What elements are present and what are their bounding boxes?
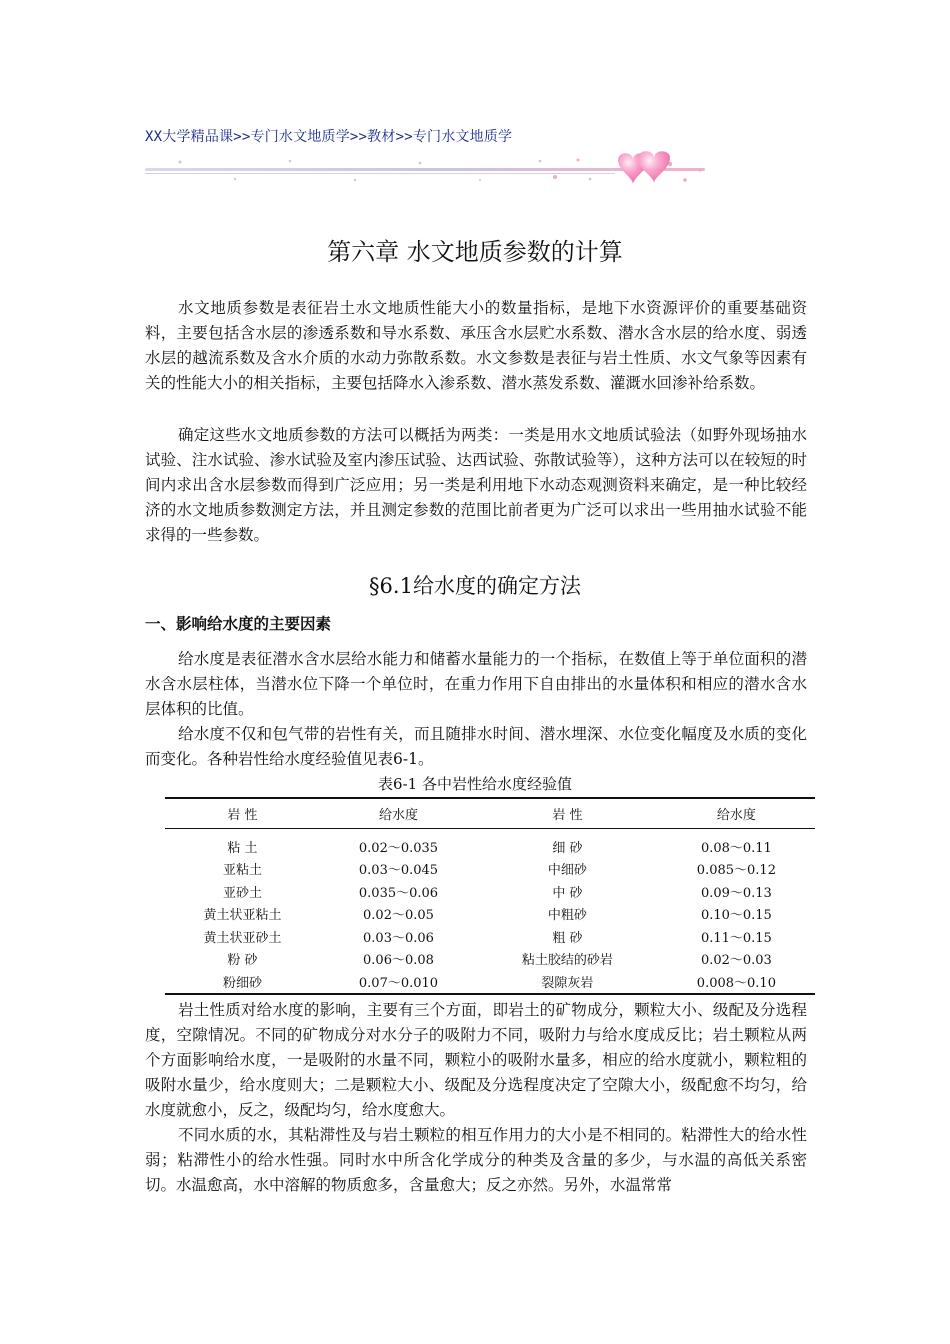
table-cell: 中细砂 (547, 863, 587, 879)
section-title: §6.1给水度的确定方法 (369, 574, 581, 598)
table-cell: 黄土状亚粘土 (203, 908, 282, 924)
table-cell: 粉细砂 (165, 970, 320, 994)
chapter-title: 第六章 水文地质参数的计算 (327, 238, 623, 266)
table-cell: 细 砂 (552, 840, 583, 856)
intro-paragraph-1: 水文地质参数是表征岩土水文地质性能大小的数量指标，是地下水资源评价的重要基础资料，主要包括含水层的渗透系数和导水系数、承压含水层贮水系数、潜水含水层的给水度、弱透水层的越流系数及含水介质的水动力弥散系数。水文参数是表征与岩土性质、水文气象等因素有关的性能大小的相关指标，主要包括降水入渗系数、潜水蒸发系数、灌溉水回渗补给系数。 (145, 299, 807, 392)
after-paragraph-1: 岩土性质对给水度的影响，主要有三个方面，即岩土的矿物成分，颗粒大小、级配及分选程度，空隙情况。不同的矿物成分对水分子的吸附力不同，吸附力与给水度成反比；岩土颗粒从两个方面影响给水度，一是吸附的水量不同，颗粒小的吸附水量多，相应的给水度就小，颗粒粗的吸附水量少，给水度则大；二是颗粒大小、级配及分选程度决定了空隙大小，级配愈不均匀，给水度就愈小，反之，级配均匀，给水度愈大。 (145, 1001, 807, 1119)
table-cell: 0.09～0.13 (700, 885, 772, 901)
table-cell: 0.10～0.15 (700, 908, 772, 924)
table-cell: 亚粘土 (222, 863, 262, 879)
subsection-title: 一、影响给水度的主要因素 (145, 615, 332, 633)
header-specific-yield-1: 给水度 (320, 798, 477, 829)
table-cell: 0.03～0.06 (363, 930, 434, 946)
table-cell: 0.07～0.010 (320, 970, 477, 994)
table-cell: 0.11～0.15 (700, 930, 772, 946)
intro-paragraph-2: 确定这些水文地质参数的方法可以概括为两类：一类是用水文地质试验法（如野外现场抽水试验、注水试验、渗水试验及室内渗压试验、达西试验、弥散试验等），这种方法可以在较短的时间内求出含水层参数而得到广泛应用；另一类是利用地下水动态观测资料来确定，是一种比较经济的水文地质参数测定方法，并且测定参数的范围比前者更为广泛可以求出一些用抽水试验不能求得的一些参数。 (145, 426, 807, 544)
table-cell: 中粗砂 (547, 908, 587, 924)
after-paragraph-2: 不同水质的水，其粘滞性及与岩土颗粒的相互作用力的大小是不相同的。粘滞性大的给水性弱；粘滞性小的给水性强。同时水中所含化学成分的种类及含量的多少，与水温的高低关系密切。水温愈高，水中溶解的物质愈多，含量愈大；反之亦然。另外，水温常常 (145, 1126, 807, 1194)
table-caption: 表6-1 各中岩性给水度经验值 (378, 775, 572, 793)
table-row (165, 829, 815, 858)
table-row (165, 903, 815, 926)
table-cell: 0.06～0.08 (363, 953, 434, 969)
table-cell: 0.02～0.035 (358, 840, 439, 856)
hearts-banner (140, 146, 710, 188)
table-cell: 0.008～0.10 (658, 970, 815, 994)
table-cell: 亚砂土 (222, 885, 262, 901)
table-cell: 0.085～0.12 (696, 863, 776, 879)
table-cell: 0.08～0.11 (700, 840, 772, 856)
table-row (165, 970, 815, 994)
table-row (165, 948, 815, 971)
table-cell: 0.035～0.06 (358, 885, 439, 901)
section-paragraph-1: 给水度是表征潜水含水层给水能力和储蓄水量能力的一个指标，在数值上等于单位面积的潜水含水层柱体，当潜水位下降一个单位时，在重力作用下自由排出的水量体积和相应的潜水含水层体积的比值。 (145, 650, 807, 718)
header-rock-type-1: 岩 性 (165, 798, 320, 829)
table-cell: 粘 土 (227, 840, 258, 856)
table-cell: 粘土胶结的砂岩 (521, 953, 613, 969)
table-cell: 0.03～0.045 (358, 863, 439, 879)
header-rock-type-2: 岩 性 (477, 798, 658, 829)
table-row (165, 925, 815, 948)
table-cell: 中 砂 (552, 885, 583, 901)
table-row (165, 880, 815, 903)
table-cell: 0.02～0.05 (363, 908, 434, 924)
section-paragraph-2: 给水度不仅和包气带的岩性有关，而且随排水时间、潜水埋深、水位变化幅度及水质的变化而变化。各种岩性给水度经验值见表6-1。 (145, 725, 807, 768)
table-cell: 黄土状亚砂土 (203, 930, 282, 946)
table-row (165, 858, 815, 881)
table-cell: 粉 砂 (227, 953, 258, 969)
table-cell: 0.02～0.03 (700, 953, 772, 969)
table-cell: 裂隙灰岩 (477, 970, 658, 994)
header-specific-yield-2: 给水度 (658, 798, 815, 829)
specific-yield-table (165, 797, 815, 995)
hearts-icon (618, 151, 670, 184)
breadcrumb[interactable]: XX大学精品课>>专门水文地质学>>教材>>专门水文地质学 (145, 129, 513, 145)
table-cell: 粗 砂 (552, 930, 583, 946)
table-header-row (165, 798, 815, 829)
